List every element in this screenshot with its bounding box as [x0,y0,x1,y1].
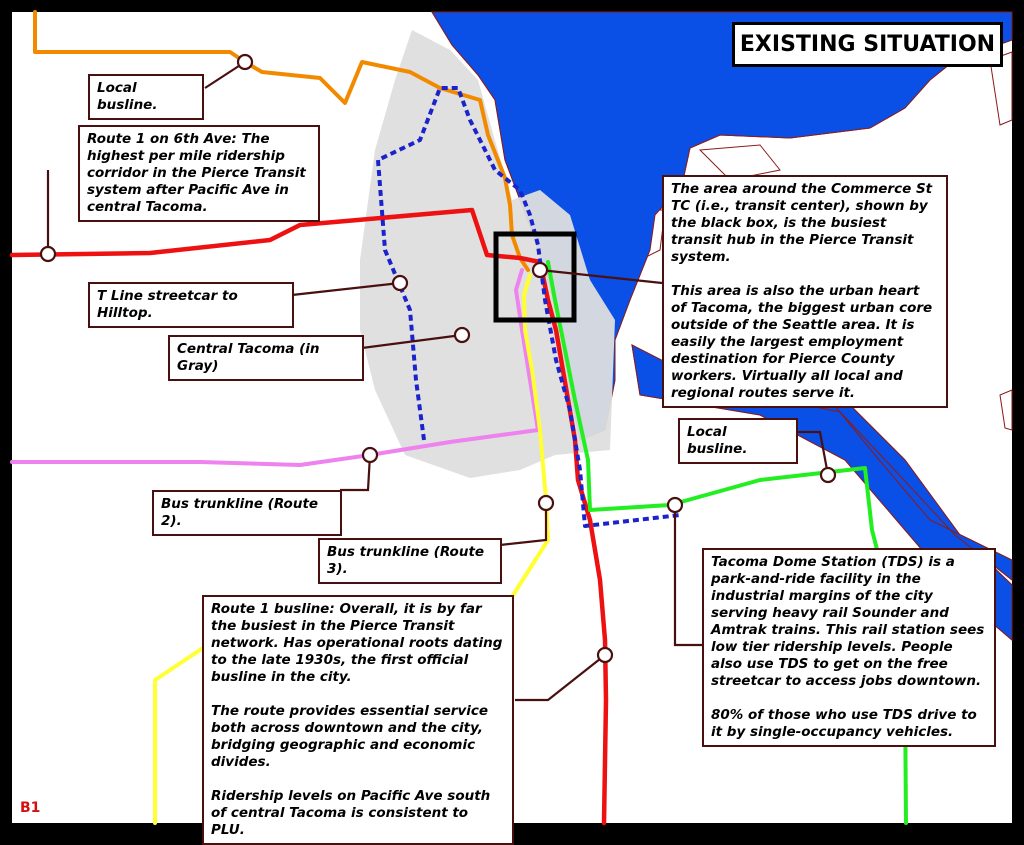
label-local-busline-east: Local busline. [678,418,798,464]
label-central-tacoma: Central Tacoma (in Gray) [168,335,364,381]
label-commerce-st-tc: The area around the Commerce St TC (i.e., transit center), shown by the black box, is the busiest transit hub in the Pierce Transit system. This area is also the urban heart of Tacoma, the biggest urban core outside of the Seattle area. It is easily the largest employment destination for Pierce County workers. Virtually all local and regional routes serve it. [662,175,948,408]
label-route1-6th-ave: Route 1 on 6th Ave: The highest per mile ridership corridor in the Pierce Transit system after Pacific Ave in central Tacoma. [78,125,320,222]
label-route3: Bus trunkline (Route 3). [318,538,502,584]
label-route1-busline: Route 1 busline: Overall, it is by far the busiest in the Pierce Transit network. Has operational roots dating to the late 1930s, the first official busline in the city. The route provides essential service both across downtown and the city, bridging geographic and economic divides. Ridership levels on Pacific Ave south of central Tacoma is consistent to PLU. [202,595,514,845]
label-t-line: T Line streetcar to Hilltop. [88,282,294,328]
label-local-busline-north: Local busline. [88,74,204,120]
plate-id: B1 [20,800,41,816]
label-route2: Bus trunkline (Route 2). [152,490,342,536]
label-tacoma-dome-station: Tacoma Dome Station (TDS) is a park-and-ride facility in the industrial margins of the city serving heavy rail Sounder and Amtrak trains. This rail station sees low tier ridership levels. People also use TDS to get on the free streetcar to access jobs downtown. 80% of those who use TDS drive to it by single-occupancy vehicles. [702,548,996,747]
map-title: EXISTING SITUATION [732,22,1003,67]
